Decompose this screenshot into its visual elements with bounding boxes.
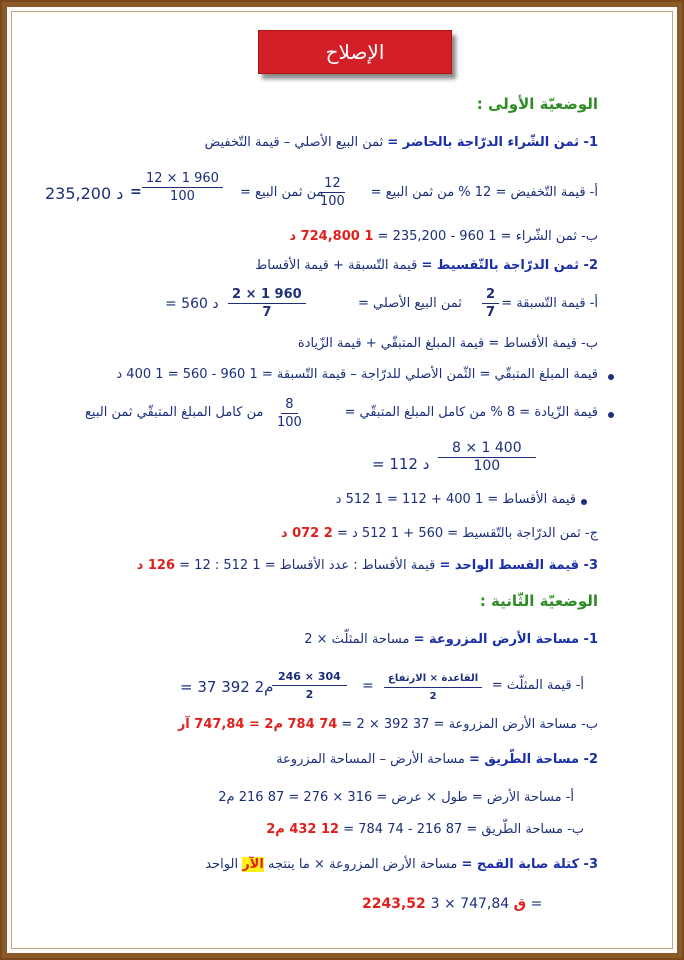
s1-bullet-3: قيمة الأقساط = 1 400 + 112 = 1 512 د — [335, 492, 576, 507]
s2-a-eq: = — [362, 678, 374, 694]
s2-b-result: 74 784 م2 = 747,84 آر — [177, 717, 338, 732]
s1-e-label: ج- ثمن الدرّاجة بالتّقسيط = 560 + 1 512 د = — [336, 526, 598, 541]
page-title: الإصلاح — [258, 30, 452, 74]
s1-e-result: 2 072 د — [280, 526, 333, 541]
s2-a-fraction-2: $\frac{246 \times 304}{2}$ — [272, 668, 347, 703]
s1-a-label: أ- قيمة التّخفيض = 12 % من ثمن البيع = — [370, 185, 598, 200]
bullet-icon — [608, 374, 614, 380]
s1-q1 — [205, 135, 598, 150]
s2-a-fraction: القاعدة × الارتفاع 2 — [384, 670, 482, 705]
s1-c-label: أ- قيمة التّسبقة = — [501, 296, 598, 311]
bullet-icon — [608, 412, 614, 418]
s1-bullet-2-fraction-2: $\frac{8 \times 1 400}{100}$ — [438, 440, 536, 475]
s1-a-fraction: $\frac{12}{100}$ — [320, 176, 345, 209]
s2-c-label: أ- مساحة الأرض = طول × عرض = 316 × 276 = 87 216 م2 — [218, 790, 574, 805]
bullet-icon — [581, 499, 587, 505]
s1-q2-head: 2- ثمن الدرّاجة بالتّقسيط = — [421, 258, 598, 273]
s1-c-mid: ثمن البيع الأصلي = — [358, 296, 462, 311]
s1-b — [289, 229, 598, 244]
s1-c-fraction-2: $\frac{2 \times 1 960}{7}$ — [228, 286, 306, 321]
s1-q1-head: 1- ثمن الشّراء الدرّاجة بالحاضر = — [387, 135, 598, 150]
s1-q2-rest: قيمة التّسبقة + قيمة الأقساط — [255, 258, 418, 273]
s2-q1-head: 1- مساحة الأرض المزروعة = — [413, 632, 598, 647]
s1-q3 — [137, 558, 598, 573]
s1-bullet-2a: قيمة الزّيادة = 8 % من كامل المبلغ المتبقّي = — [344, 405, 598, 420]
section-2-heading: الوضعيّة الثّانية : — [479, 592, 598, 610]
s1-bullet-2b: من كامل المبلغ المتبقّي ثمن البيع — [85, 405, 264, 420]
s1-q2 — [255, 258, 598, 273]
s1-q3-rest: قيمة الأقساط : عدد الأقساط = 1 512 : 12 = — [179, 558, 436, 573]
s2-f-result: 2243,52 ق — [362, 896, 527, 912]
s2-q3 — [205, 857, 598, 872]
s1-bullet-2-result: = 112 د — [372, 455, 430, 473]
s1-c-fraction: $\frac{2}{7}$ — [482, 286, 499, 321]
s1-bullet-2-fraction: $\frac{8}{100}$ — [277, 397, 302, 430]
s1-e — [281, 526, 598, 541]
s2-q2-rest: مساحة الأرض – المساحة المزروعة — [276, 752, 465, 767]
s2-b-label: ب- مساحة الأرض المزروعة = 37 392 × 2 = — [341, 717, 598, 732]
s1-q3-head: 3- قيمة القسط الواحد = — [439, 558, 598, 573]
s1-a-mid: من ثمن البيع = — [240, 185, 324, 200]
s2-f-calc: 747,84 × 3 = — [430, 896, 543, 912]
s2-q2 — [276, 752, 598, 767]
s2-q3-highlight: الآر — [242, 857, 264, 872]
s2-f — [362, 896, 542, 912]
s1-d-label: ب- قيمة الأقساط = قيمة المبلغ المتبقّي + قيمة الزّيادة — [297, 336, 598, 351]
s2-q3-rest-a: مساحة الأرض المزروعة × ما ينتجه — [267, 857, 458, 872]
s2-q1 — [304, 632, 598, 647]
s2-d-result: 12 432 م2 — [266, 822, 340, 837]
s2-q3-head: 3- كتلة صابة القمح = — [461, 857, 598, 872]
s2-d-label: ب- مساحة الطّريق = 87 216 - 74 784 = — [343, 822, 584, 837]
s2-q1-rest: مساحة المثلّث × 2 — [304, 632, 410, 647]
s1-c-result: = 560 د — [165, 296, 219, 312]
s2-d — [266, 822, 584, 837]
s2-q3-rest-b: الواحد — [205, 857, 239, 872]
s1-a-result: 235,200 د — [45, 184, 124, 203]
s1-q3-result: 126 د — [136, 558, 175, 573]
s1-bullet-1: قيمة المبلغ المتبقّي = الثّمن الأصلي للدرّاجة – قيمة التّسبقة = 1 960 - 560 = 1 400 د — [116, 367, 598, 382]
s2-a-result: = 37 392 م2 — [180, 678, 274, 696]
s1-q1-rest: ثمن البيع الأصلي – قيمة التّخفيض — [204, 135, 384, 150]
s2-a-label: أ- قيمة المثلّث = — [491, 678, 584, 693]
page-content — [11, 11, 673, 949]
s1-a-fraction-2: $\frac{12 \times 1 960}{100}$ — [142, 170, 223, 205]
section-1-heading: الوضعيّة الأولى : — [476, 95, 598, 113]
s2-b — [178, 717, 598, 732]
s2-q2-head: 2- مساحة الطّريق = — [468, 752, 598, 767]
s1-a-eq: = — [130, 184, 142, 200]
s1-b-label: ب- ثمن الشّراء = 1 960 - 235,200 = — [377, 229, 598, 244]
s1-b-result: 1 724,800 د — [289, 229, 374, 244]
